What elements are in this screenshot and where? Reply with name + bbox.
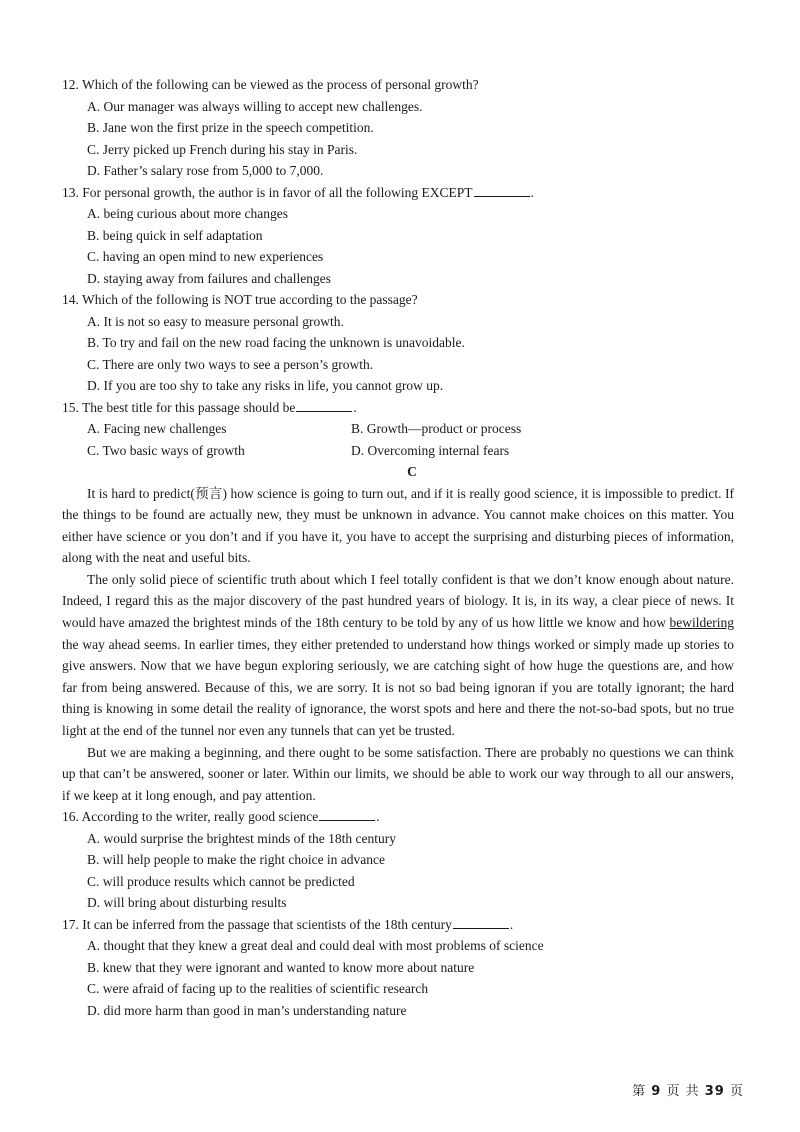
passage-paragraph-3: But we are making a beginning, and there ought to be some satisfaction. There are probably no questions we can think up that can’t be answered, sooner or later. Within our limits, we should be able to work our way through to all our answers, if we keep at it long enough, and pay attention. — [62, 744, 734, 803]
answer-blank — [474, 184, 530, 197]
option-d: D. Father’s salary rose from 5,000 to 7,000. — [87, 163, 324, 178]
option-a: A. It is not so easy to measure personal growth. — [87, 313, 344, 329]
option-d: D. did more harm than good in man’s understanding nature — [87, 1002, 407, 1018]
option-b: B. To try and fail on the new road facing the unknown is unavoidable. — [87, 335, 465, 350]
paragraph-text: The only solid piece of scientific truth about which I feel totally confident is that we don’t know enough about nature. Indeed, I regard this as the major discovery of the past hundred years of biology. It is, in its way, a clear piece of news. It would have amazed the brightest minds of the 18th century to be told by any of us how little we know and how — [62, 571, 734, 631]
question-16 — [62, 806, 734, 914]
stem-text: 16. According to the writer, really good science — [62, 809, 319, 825]
stem-end: . — [530, 184, 534, 200]
section-heading: C — [407, 464, 417, 479]
question-15 — [62, 397, 734, 462]
question-17 — [62, 914, 734, 1022]
option-b: B. knew that they were ignorant and wanted to know more about nature — [87, 959, 475, 975]
underlined-word: bewildering — [669, 615, 734, 631]
option-a: A. Our manager was always willing to accept new challenges. — [87, 98, 423, 114]
question-stem — [62, 914, 734, 936]
option-a: A. being curious about more changes — [87, 206, 288, 221]
page-footer — [632, 1080, 744, 1099]
question-stem — [62, 806, 734, 828]
option-c: C. Two basic ways of growth — [87, 442, 245, 458]
option-c: C. were afraid of facing up to the realities of scientific research — [87, 981, 429, 997]
question-stem: 14. Which of the following is NOT true according to the passage? — [62, 292, 418, 307]
answer-blank — [453, 916, 509, 929]
answer-blank — [296, 399, 352, 412]
option-b: B. Growth—product or process — [351, 421, 522, 436]
option-c: C. There are only two ways to see a person’s growth. — [87, 356, 374, 372]
option-a: A. Facing new challenges — [87, 421, 227, 436]
footer-label: 页 — [729, 1084, 744, 1099]
option-c: C. Jerry picked up French during his stay in Paris. — [87, 141, 358, 157]
reading-passage — [62, 483, 734, 807]
option-b: B. being quick in self adaptation — [87, 227, 263, 243]
option-d: D. staying away from failures and challenges — [87, 270, 332, 286]
page-number: 9 — [651, 1084, 662, 1099]
question-stem — [62, 182, 734, 204]
answer-blank — [319, 808, 375, 821]
stem-end: . — [376, 809, 380, 825]
option-d: D. Overcoming internal fears — [351, 442, 510, 458]
option-b: B. will help people to make the right choice in advance — [87, 852, 386, 868]
stem-text: 13. For personal growth, the author is in favor of all the following EXCEPT — [62, 184, 473, 200]
option-c: C. having an open mind to new experiences — [87, 249, 324, 264]
stem-end: . — [509, 916, 514, 932]
question-13 — [62, 182, 734, 290]
option-a: A. would surprise the brightest minds of the 18th century — [87, 830, 396, 846]
page-content — [62, 74, 734, 1021]
option-c: C. will produce results which cannot be predicted — [87, 873, 355, 889]
options-row — [62, 418, 734, 440]
stem-end: . — [353, 399, 357, 415]
paragraph-text: the way ahead seems. In earlier times, they either pretended to understand how things worked or simply made up stories to give answers. Now that we have begun exploring seriously, we are catching sight of how huge the questions are, and how far from being answered. Because of this, we are sorry. It is not so bad being ignoran if you are totally ignorant; the hard thing is knowing in some detail the reality of ignorance, the worst spots and here and there the not-so-bad spots, but no true light at the end of the tunnel nor even any tunnels that can yet be trusted. — [62, 636, 734, 739]
question-stem — [62, 397, 734, 419]
option-d: D. will bring about disturbing results — [87, 895, 287, 911]
option-b: B. Jane won the first prize in the speech competition. — [87, 120, 374, 135]
option-d: D. If you are too shy to take any risks in life, you cannot grow up. — [87, 378, 444, 393]
option-a: A. thought that they knew a great deal and could deal with most problems of science — [87, 938, 544, 954]
total-pages: 39 — [704, 1084, 725, 1099]
stem-text: 17. It can be inferred from the passage that scientists of the 18th century — [62, 916, 452, 932]
footer-label: 页 共 — [666, 1084, 700, 1099]
question-12 — [62, 74, 734, 182]
question-14 — [62, 289, 734, 397]
options-row — [62, 440, 734, 462]
stem-text: 15. The best title for this passage should be — [62, 399, 296, 415]
passage-paragraph-2 — [62, 569, 734, 742]
question-stem: 12. Which of the following can be viewed as the process of personal growth? — [62, 77, 479, 92]
passage-paragraph-1: It is hard to predict(预言) how science is going to turn out, and if it is really good science, it is impossible to predict. If the things to be found are actually new, they must be unknown in advance. You cannot make choices on this matter. You either have science or you don’t and if you have it, you have to accept the surprising and disturbing pieces of information, along with the neat and useful bits. — [62, 485, 734, 566]
footer-label: 第 — [632, 1084, 647, 1099]
